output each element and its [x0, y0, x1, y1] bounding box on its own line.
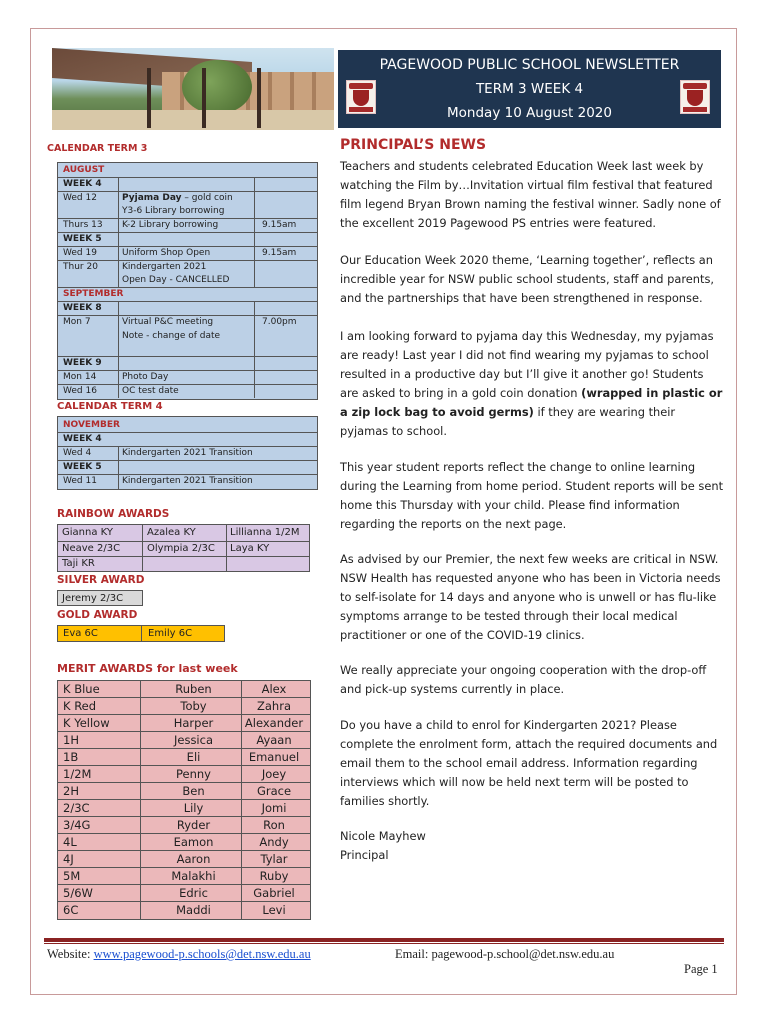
award-column-divider: [142, 525, 143, 571]
gold-award-table: [57, 625, 225, 642]
calendar-row-divider: [58, 218, 317, 219]
paragraph-education-week: Teachers and students celebrated Education Week last week by watching the Film by…Invitation virtual film festival that featured film legend Bryan Brown naming the festival winner. Sadly none of the excellent 2019 Pagewood PS entries were featured.: [340, 159, 721, 230]
calendar-date: Wed 16: [63, 385, 97, 396]
gold-award-heading: GOLD AWARD: [57, 609, 138, 621]
merit-student: Toby: [180, 699, 207, 713]
calendar-row: [58, 329, 317, 343]
footer-rule-thin: [44, 943, 724, 944]
merit-student: Alexander: [244, 716, 304, 730]
calendar-date: AUGUST: [63, 165, 105, 175]
calendar-week-row: [58, 432, 317, 446]
merit-student: Joey: [261, 767, 287, 781]
paragraph-enrolment: Do you have a child to enrol for Kindergarten 2021? Please complete the enrolment form, attach the required documents and email them to the school email address. Information regarding interviews which will now be held next term will be posted to families shortly.: [340, 718, 718, 808]
merit-student: Harper: [173, 716, 214, 730]
rainbow-award-name: Azalea KY: [147, 527, 196, 538]
merit-row: [58, 715, 310, 732]
calendar-week-row: [58, 177, 317, 191]
footer-website: Website: www.pagewood-p.schools@det.nsw.edu.au: [47, 947, 311, 961]
calendar-date: SEPTEMBER: [63, 289, 124, 300]
merit-student: Grace: [256, 784, 292, 798]
merit-student: Ryder: [176, 818, 211, 832]
silver-award-table: [57, 590, 143, 606]
calendar-row-divider: [58, 301, 317, 302]
calendar-event: Photo Day: [122, 372, 169, 382]
merit-student: Penny: [176, 767, 211, 781]
calendar-row: [58, 218, 317, 232]
calendar-event: OC test date: [122, 385, 179, 396]
merit-class: 2H: [63, 784, 79, 798]
merit-row: [58, 749, 310, 766]
calendar-row: [58, 260, 317, 274]
calendar-event: Note - change of date: [122, 330, 221, 341]
merit-student: Ben: [182, 784, 205, 798]
calendar-date: WEEK 4: [63, 178, 102, 189]
signature-role: Principal: [340, 848, 389, 862]
gold-award-name: Emily 6C: [148, 628, 193, 639]
award-row-divider: [58, 541, 309, 542]
merit-student: Jomi: [261, 801, 287, 815]
calendar-row-divider: [58, 177, 317, 178]
calendar-date: Wed 12: [63, 192, 97, 203]
calendar-term3-table: [57, 162, 318, 400]
paragraph-theme: Our Education Week 2020 theme, ‘Learning together’, reflects an incredible year for NSW public school students, staff and parents, and the partnerships that have been strengthened in response.: [340, 253, 714, 305]
merit-class: K Blue: [63, 682, 100, 696]
rainbow-award-name: Gianna KY: [62, 527, 113, 538]
award-column-divider: [226, 525, 227, 571]
merit-student: Ruby: [259, 869, 289, 883]
calendar-date: NOVEMBER: [63, 420, 120, 430]
calendar-date: WEEK 9: [63, 358, 102, 369]
calendar-row: [58, 446, 317, 460]
merit-student: Malakhi: [171, 869, 216, 883]
merit-student: Maddi: [176, 903, 211, 917]
paragraph-covid: As advised by our Premier, the next few weeks are critical in NSW. NSW Health has requested anyone who has been in Victoria needs to self-isolate for 14 days and anyone who is unwell or has flu-like symptoms arrange to be tested through their local medical practitioner or one of the COVID-19 clinics.: [340, 552, 721, 642]
calendar-event: Kindergarten 2021: [122, 261, 207, 272]
merit-class: 1B: [63, 750, 79, 764]
merit-class: 3/4G: [63, 818, 91, 832]
calendar-row-divider: [58, 232, 317, 233]
calendar-event-highlight: Pyjama Day: [122, 192, 182, 203]
calendar-week-row: [58, 301, 317, 315]
school-crest-right: [680, 80, 710, 114]
merit-class: 5/6W: [63, 886, 93, 900]
calendar-row-divider: [58, 191, 317, 192]
merit-student: Aaron: [176, 852, 211, 866]
calendar-row-divider: [58, 474, 317, 475]
calendar-row: [58, 246, 317, 260]
merit-row: [58, 681, 310, 698]
rainbow-award-name: Laya KY: [230, 542, 270, 554]
merit-row: [58, 851, 310, 868]
calendar-event: Kindergarten 2021 Transition: [122, 476, 253, 486]
calendar-date: Wed 11: [63, 476, 97, 486]
merit-student: Tylar: [260, 852, 288, 866]
calendar-row-divider: [58, 460, 317, 461]
merit-student: Ron: [263, 818, 285, 832]
pyjama-wrap-note: (wrapped in plastic or a zip lock bag to avoid germs): [340, 385, 723, 419]
footer-rule: [44, 938, 724, 942]
silver-award-heading: SILVER AWARD: [57, 574, 145, 586]
calendar-event: Pyjama Day – gold coin: [122, 192, 233, 203]
merit-class: 1/2M: [63, 767, 92, 781]
signature-name: Nicole Mayhew: [340, 829, 426, 843]
calendar-event: Virtual P&C meeting: [122, 316, 214, 327]
calendar-term4-heading: CALENDAR TERM 4: [57, 401, 163, 412]
calendar-time: 9.15am: [262, 220, 297, 231]
calendar-month-row: [58, 418, 317, 432]
calendar-date: WEEK 4: [63, 434, 102, 444]
calendar-row-divider: [58, 384, 317, 385]
calendar-time: 7.00pm: [262, 316, 297, 327]
calendar-row-divider: [58, 432, 317, 433]
calendar-row-divider: [58, 260, 317, 261]
school-photo: [52, 48, 334, 130]
calendar-date: Mon 7: [63, 316, 91, 327]
calendar-row: [58, 384, 317, 398]
silver-award-name: Jeremy 2/3C: [62, 593, 124, 604]
merit-row: [58, 732, 310, 749]
calendar-row-divider: [58, 315, 317, 316]
calendar-event: Open Day - CANCELLED: [122, 275, 230, 286]
calendar-date: Thur 20: [63, 261, 98, 272]
merit-row: [58, 817, 310, 834]
calendar-term3-heading: CALENDAR TERM 3: [47, 143, 148, 154]
calendar-date: Thurs 13: [63, 220, 103, 231]
school-crest-left: [346, 80, 376, 114]
award-row-divider: [58, 556, 309, 557]
merit-student: Lily: [183, 801, 204, 815]
merit-class: K Red: [63, 699, 97, 713]
merit-row: [58, 783, 310, 800]
calendar-date: WEEK 5: [63, 462, 102, 472]
calendar-row: [58, 204, 317, 218]
merit-class: 5M: [63, 869, 81, 883]
merit-student: Edric: [179, 886, 208, 900]
merit-awards-table: [57, 680, 311, 920]
calendar-week-row: [58, 356, 317, 370]
newsletter-date: Monday 10 August 2020: [447, 105, 612, 121]
rainbow-award-name: Neave 2/3C: [62, 542, 121, 554]
merit-row: [58, 834, 310, 851]
calendar-date: Wed 19: [63, 247, 97, 258]
merit-student: Ayaan: [256, 733, 292, 747]
merit-row: [58, 868, 310, 885]
calendar-week-row: [58, 232, 317, 246]
paragraph-pyjama-day: I am looking forward to pyjama day this Wednesday, my pyjamas are ready! Last year I did not find wearing my pyjamas to school resulted in a productive day but I’ll give it another go! Students are asked to bring in a gold coin donation (wrapped in plastic or a zip lock bag to avoid germs) if they are wearing their pyjamas to school.: [340, 329, 723, 438]
gold-award-name: Eva 6C: [63, 628, 98, 639]
calendar-row-divider: [58, 356, 317, 357]
merit-student: Levi: [262, 903, 286, 917]
merit-class: 1H: [63, 733, 79, 747]
calendar-date: Mon 14: [63, 372, 97, 382]
rainbow-award-name: Olympia 2/3C: [147, 542, 215, 554]
paragraph-drop-off: We really appreciate your ongoing cooperation with the drop-off and pick-up systems currently in place.: [340, 663, 707, 696]
merit-student: Andy: [259, 835, 289, 849]
merit-class: 6C: [63, 903, 79, 917]
merit-row: [58, 902, 310, 919]
merit-class: K Yellow: [63, 716, 110, 730]
calendar-row: [58, 370, 317, 384]
merit-student: Gabriel: [253, 886, 295, 900]
calendar-row: [58, 342, 317, 356]
award-column-divider: [141, 626, 142, 641]
calendar-row-divider: [58, 246, 317, 247]
calendar-month-row: [58, 287, 317, 301]
merit-student: Jessica: [173, 733, 213, 747]
merit-row: [58, 885, 310, 902]
merit-row: [58, 698, 310, 715]
page-number: Page 1: [684, 962, 718, 976]
calendar-event: K-2 Library borrowing: [122, 220, 219, 231]
calendar-month-row: [58, 163, 317, 177]
calendar-term4-table: [57, 416, 318, 490]
merit-student: Alex: [261, 682, 287, 696]
merit-row: [58, 766, 310, 783]
footer-email: Email: pagewood-p.school@det.nsw.edu.au: [395, 947, 615, 961]
calendar-time: 9.15am: [262, 247, 297, 258]
calendar-week-row: [58, 460, 317, 474]
calendar-event: Kindergarten 2021 Transition: [122, 448, 253, 458]
paragraph-reports: This year student reports reflect the change to online learning during the Learning from home period. Student reports will be sent home this Thursday with your child. Please find information regarding the reports on the next page.: [340, 460, 724, 531]
calendar-event: Uniform Shop Open: [122, 247, 211, 258]
merit-awards-heading: MERIT AWARDS for last week: [57, 662, 238, 675]
calendar-date: WEEK 5: [63, 234, 102, 244]
merit-student: Eli: [186, 750, 201, 764]
calendar-row: [58, 273, 317, 287]
calendar-row: [58, 191, 317, 205]
merit-class: 2/3C: [63, 801, 90, 815]
calendar-row-divider: [58, 287, 317, 288]
website-link[interactable]: www.pagewood-p.schools@det.nsw.edu.au: [93, 947, 311, 961]
newsletter-title: PAGEWOOD PUBLIC SCHOOL NEWSLETTER: [379, 57, 680, 73]
principals-news-heading: PRINCIPAL’S NEWS: [340, 137, 487, 153]
calendar-row: [58, 315, 317, 329]
rainbow-award-name: Taji KR: [62, 558, 95, 569]
rainbow-awards-heading: RAINBOW AWARDS: [57, 508, 170, 520]
merit-student: Eamon: [173, 835, 214, 849]
calendar-date: Wed 4: [63, 448, 92, 458]
merit-class: 4J: [63, 852, 74, 866]
calendar-column-divider: [118, 446, 119, 490]
newsletter-banner: [338, 50, 721, 128]
calendar-row: [58, 474, 317, 488]
rainbow-award-name: Lillianna 1/2M: [230, 527, 300, 538]
rainbow-awards-table: [57, 524, 310, 572]
calendar-date: WEEK 8: [63, 303, 102, 313]
newsletter-issue: TERM 3 WEEK 4: [475, 81, 584, 97]
merit-student: Emanuel: [248, 750, 300, 764]
merit-row: [58, 800, 310, 817]
merit-student: Zahra: [257, 699, 291, 713]
calendar-row-divider: [58, 446, 317, 447]
merit-student: Ruben: [175, 682, 212, 696]
calendar-row-divider: [58, 370, 317, 371]
calendar-event: Y3-6 Library borrowing: [122, 206, 225, 217]
merit-class: 4L: [63, 835, 77, 849]
